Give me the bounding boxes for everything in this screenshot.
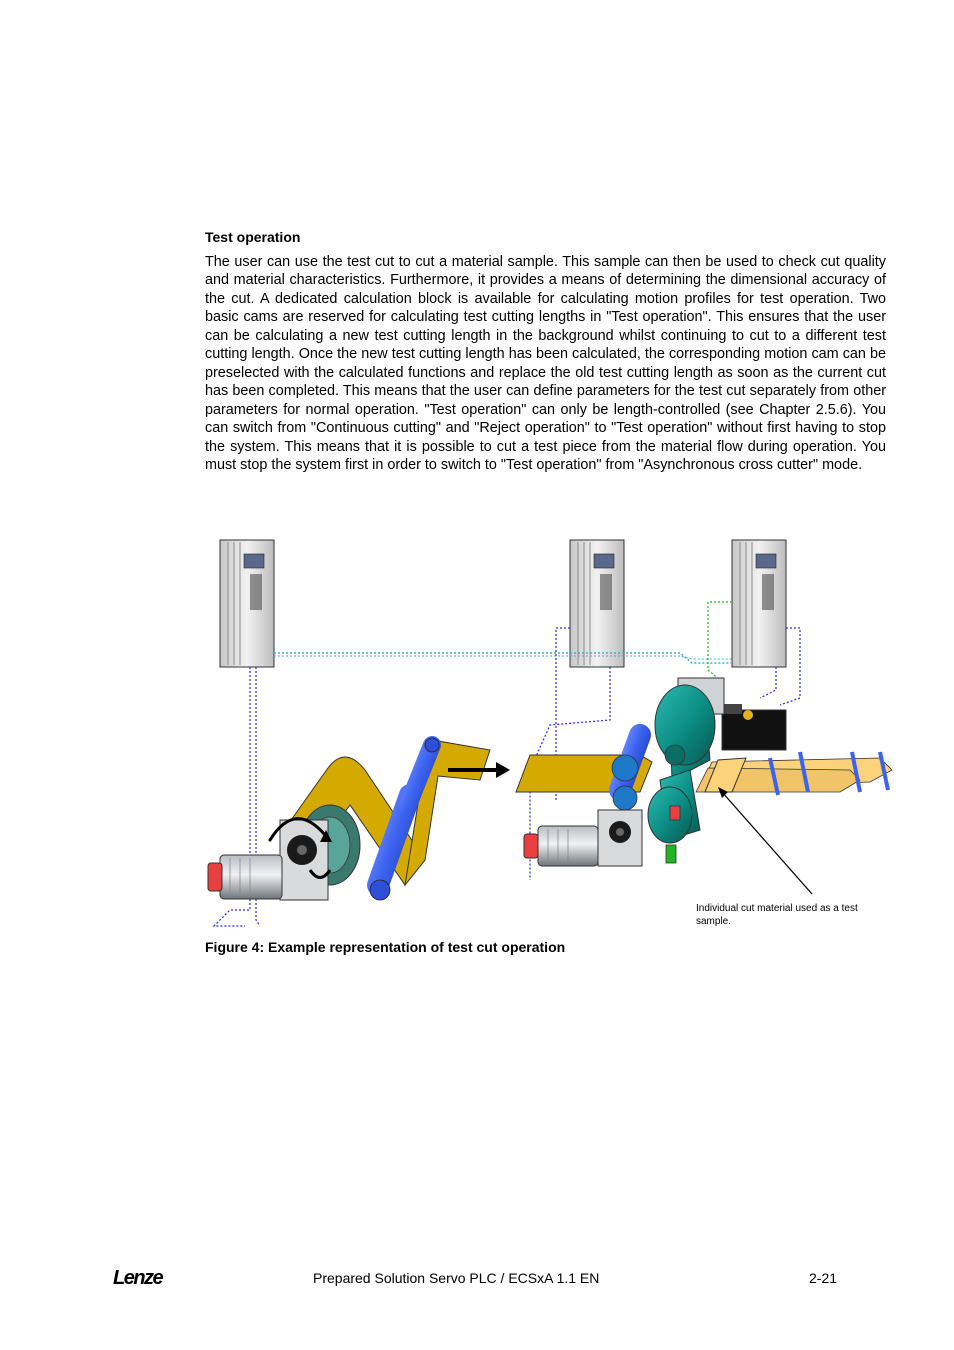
servo-drive-cabinet-2 [570, 540, 624, 667]
lenze-logo: Lenze [113, 1267, 163, 1289]
servo-drive-cabinet-3 [732, 540, 786, 667]
test-cut-illustration [200, 530, 900, 940]
annotation-leader-line [722, 792, 812, 894]
cross-cutter-station [516, 678, 892, 894]
body-paragraph: The user can use the test cut to cut a material sample. This sample can then be used to check cut quality and material characteristics. Furthermore, it provides a means of determining the dimensional accuracy of the cut. A dedicated calculation block is available for calculating motion profiles for test operation. Two basic cams are reserved for calculating test cutting lengths in "Test operation". This ensures that the user can be calculating a new test cutting length in the background whilst continuing to cut to a different test cutting length. Once the new test cutting length has been calculated, the corresponding motion cam can be preselected with the calculated functions and replace the old test cutting length as soon as the current cut has been completed. This means that the user can define parameters for the test cut separately from other parameters for normal operation. "Test operation" can only be length-controlled (see Chapter 2.5.6). You can switch from "Continuous cutting" and "Reject operation" to "Test operation" without first having to stop the system. This means that it is possible to cut a test piece from the material flow during operation. You must stop the system first in order to switch to "Test operation" from "Asynchronous cross cutter" mode. [205, 254, 886, 473]
figure-caption: Figure 4: Example representation of test cut operation [205, 939, 566, 955]
servo-motor [722, 704, 786, 750]
cut-material-output [696, 758, 892, 792]
unwinder-motor [208, 855, 282, 899]
page-number: 2-21 [809, 1270, 838, 1286]
feed-motor [524, 826, 598, 866]
footer-title: Prepared Solution Servo PLC / ECSxA 1.1 EN [313, 1270, 600, 1286]
section-heading: Test operation [205, 229, 301, 245]
figure-annotation: Individual cut material used as a test sample. [696, 903, 858, 927]
servo-drive-cabinet-1 [220, 540, 274, 667]
